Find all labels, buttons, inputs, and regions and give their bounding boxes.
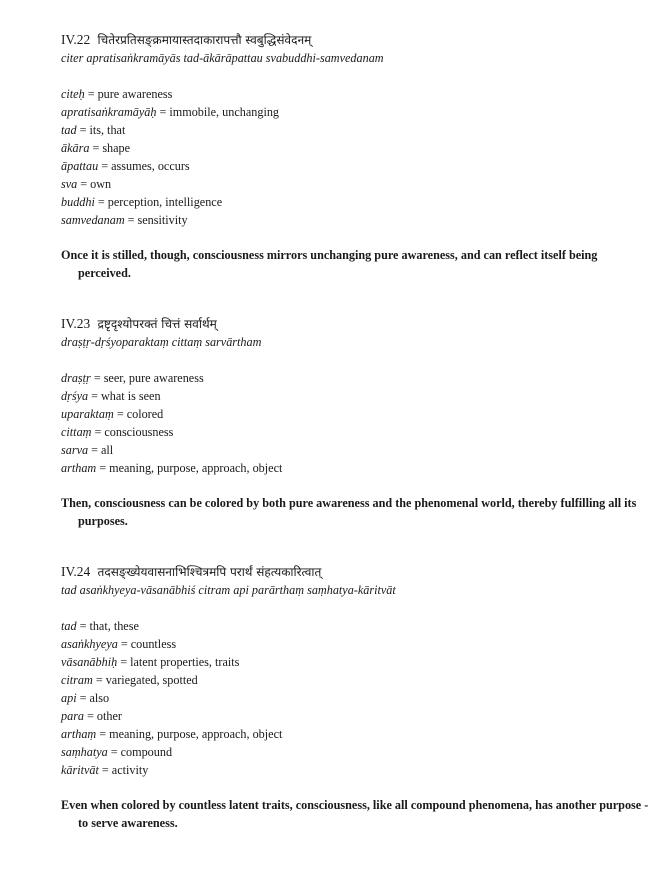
sutra-heading (61, 30, 641, 49)
vocab-meaning: pure awareness (97, 87, 173, 101)
vocab-item: uparaktaṃ = colored (61, 407, 164, 421)
sutra-iv-24 (61, 562, 649, 832)
sutra-sanskrit: द्रष्टृदृश्योपरक्तं चित्तं सर्वार्थम् (97, 317, 217, 331)
vocab-item: arthaṃ = meaning, purpose, approach, object (61, 727, 283, 741)
vocab-term: citram (61, 673, 93, 687)
vocab-term: tad (61, 619, 77, 633)
vocab-meaning: own (90, 177, 112, 191)
vocab-item: kāritvāt = activity (61, 763, 149, 777)
sutra-translation: Even when colored by countless latent traits, consciousness, like all compound phenomena, has another purpose - to serve awareness. (61, 798, 649, 830)
sutra-iv-23 (61, 314, 641, 530)
vocab-term: vāsanābhiḥ (61, 655, 118, 669)
sutra-heading (61, 562, 641, 581)
vocab-term: sva (61, 177, 78, 191)
vocab-term: samvedanam (61, 213, 125, 227)
vocab-item: samvedanam = sensitivity (61, 213, 188, 227)
vocab-item: saṃhatya = compound (61, 745, 173, 759)
sutra-transliteration: citer apratisaṅkramāyās tad-ākārāpattau svabuddhi-samvedanam (61, 51, 384, 65)
vocab-meaning: sensitivity (137, 213, 188, 227)
vocab-item: vāsanābhiḥ = latent properties, traits (61, 655, 240, 669)
vocab-item: buddhi = perception, intelligence (61, 195, 223, 209)
vocab-meaning: countless (130, 637, 177, 651)
vocab-meaning: all (100, 443, 114, 457)
vocab-meaning: perception, intelligence (107, 195, 223, 209)
vocab-item: ākāra = shape (61, 141, 131, 155)
vocabulary-list (61, 369, 641, 477)
sutra-translation: Then, consciousness can be colored by both pure awareness and the phenomenal world, thereby fulfilling all its purposes. (61, 496, 637, 528)
vocabulary-list (61, 85, 641, 229)
vocab-term: draṣṭṛ (61, 371, 91, 385)
sutra-number: IV.22 (61, 32, 91, 47)
sutra-number: IV.23 (61, 316, 91, 331)
vocab-meaning: meaning, purpose, approach, object (109, 727, 283, 741)
vocab-term: sarva (61, 443, 89, 457)
vocab-item: para = other (61, 709, 122, 723)
vocab-meaning: variegated, spotted (105, 673, 198, 687)
sutra-sanskrit: चितेरप्रतिसङ्क्रमायास्तदाकारापत्तौ स्वबुद्धिसंवेदनम् (97, 33, 312, 47)
vocab-item: tad = that, these (61, 619, 139, 633)
vocab-term: cittaṃ (61, 425, 92, 439)
vocab-meaning: colored (126, 407, 164, 421)
vocab-item: sarva = all (61, 443, 114, 457)
vocab-term: citeḥ (61, 87, 85, 101)
vocab-item: āpattau = assumes, occurs (61, 159, 190, 173)
page (61, 30, 649, 832)
vocab-term: asaṅkhyeya (61, 637, 118, 651)
vocab-term: āpattau (61, 159, 99, 173)
sutra-transliteration: draṣṭṛ-dṛśyoparaktaṃ cittaṃ sarvārtham (61, 335, 262, 349)
vocab-term: dṛśya (61, 389, 89, 403)
vocab-item: asaṅkhyeya = countless (61, 637, 177, 651)
sutra-sanskrit: तदसङ्ख्येयवासनाभिश्चित्रमपि परार्थं संहत्यकारित्वात् (97, 565, 322, 579)
sutra-iv-22 (61, 30, 641, 282)
vocab-item: apratisaṅkramāyāḥ = immobile, unchanging (61, 105, 280, 119)
vocab-item: draṣṭṛ = seer, pure awareness (61, 371, 204, 385)
sutra-heading (61, 314, 641, 333)
vocab-meaning: other (96, 709, 122, 723)
vocab-term: uparaktaṃ (61, 407, 114, 421)
vocab-term: artham (61, 461, 97, 475)
vocab-meaning: also (89, 691, 110, 705)
vocab-item: citeḥ = pure awareness (61, 87, 173, 101)
vocab-meaning: assumes, occurs (111, 159, 190, 173)
vocab-meaning: what is seen (100, 389, 161, 403)
vocab-term: kāritvāt (61, 763, 99, 777)
vocab-item: dṛśya = what is seen (61, 389, 161, 403)
vocab-meaning: seer, pure awareness (103, 371, 204, 385)
vocab-term: para (61, 709, 85, 723)
vocab-meaning: that, these (89, 619, 139, 633)
vocab-meaning: consciousness (104, 425, 174, 439)
vocab-item: artham = meaning, purpose, approach, object (61, 461, 283, 475)
vocab-meaning: its, that (89, 123, 126, 137)
vocab-term: apratisaṅkramāyāḥ (61, 105, 157, 119)
vocab-item: tad = its, that (61, 123, 126, 137)
vocabulary-list (61, 617, 641, 779)
vocab-item: citram = variegated, spotted (61, 673, 198, 687)
vocab-meaning: meaning, purpose, approach, object (109, 461, 283, 475)
sutra-translation: Once it is stilled, though, consciousness mirrors unchanging pure awareness, and can reflect itself being perceived. (61, 248, 598, 280)
vocab-meaning: compound (120, 745, 173, 759)
vocab-meaning: latent properties, traits (130, 655, 240, 669)
vocab-term: saṃhatya (61, 745, 108, 759)
vocab-item: api = also (61, 691, 110, 705)
vocab-meaning: activity (111, 763, 149, 777)
vocab-term: tad (61, 123, 77, 137)
vocab-term: ākāra (61, 141, 90, 155)
sutra-transliteration: tad asaṅkhyeya-vāsanābhiś citram api parārthaṃ saṃhatya-kāritvāt (61, 583, 396, 597)
vocab-term: arthaṃ (61, 727, 97, 741)
vocab-term: buddhi (61, 195, 95, 209)
vocab-item: cittaṃ = consciousness (61, 425, 174, 439)
vocab-item: sva = own (61, 177, 112, 191)
vocab-term: api (61, 691, 77, 705)
vocab-meaning: immobile, unchanging (169, 105, 280, 119)
vocab-meaning: shape (102, 141, 131, 155)
sutra-number: IV.24 (61, 564, 91, 579)
